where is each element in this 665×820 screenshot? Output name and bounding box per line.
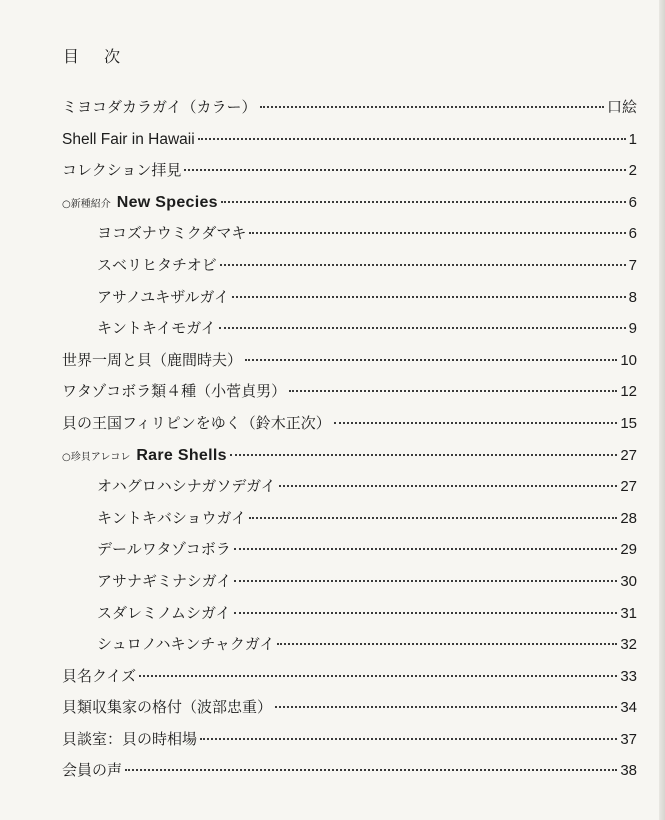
toc-entry-label: New Species: [116, 193, 218, 211]
toc-entry-label: 貝類収集家の格付（波部忠重）: [62, 698, 273, 717]
toc-entry-page: 27: [620, 478, 637, 496]
toc-entry: [62, 124, 637, 156]
toc-entry-page: 34: [620, 699, 637, 717]
toc-entry-label: コレクション拝見: [62, 161, 182, 180]
toc-entry-label: 貝名クイズ: [62, 666, 137, 685]
toc-entry-page: 37: [620, 730, 637, 748]
leader-dots: [139, 674, 617, 677]
toc-entry-label: ミヨコダカラガイ（カラー）: [62, 98, 257, 116]
toc-entry-label: Rare Shells: [136, 446, 227, 464]
toc-entry-page: 30: [620, 572, 637, 590]
toc-entry: [62, 755, 637, 787]
toc-entry: [62, 598, 637, 630]
toc-entry-page: 9: [628, 320, 637, 338]
leader-dots: [234, 611, 618, 614]
leader-dots: [200, 737, 617, 740]
leader-dots: [260, 105, 604, 108]
toc-entry-label: キントキイモガイ: [97, 319, 216, 338]
toc-entry-page: 15: [620, 414, 637, 432]
toc-entry: [62, 503, 637, 535]
toc-entry: [62, 692, 637, 724]
toc-entry-label: 貝の王国フィリピンをゆく（鈴木正次）: [62, 413, 331, 432]
page-title: 目 次: [63, 47, 131, 66]
toc-entry-label: 貝談室：貝の時相場: [62, 729, 198, 748]
toc-entry: [62, 345, 637, 377]
toc-entry-label: Shell Fair in Hawaii: [62, 130, 195, 148]
toc-entry: [62, 471, 637, 503]
toc-entry-page: 33: [620, 667, 637, 685]
toc-entry: [62, 376, 637, 408]
toc-entry: [62, 534, 637, 566]
toc-entry-label: アサノユキザルガイ: [97, 287, 230, 306]
leader-dots: [230, 453, 618, 456]
toc-entry-page: 7: [628, 256, 637, 274]
toc-entry-label: アサナギミナシガイ: [97, 571, 232, 590]
leader-dots: [220, 263, 626, 266]
toc-entry: [62, 566, 637, 598]
leader-dots: [245, 358, 617, 361]
toc-entry-page: 28: [620, 509, 637, 527]
toc-entry-label: スベリヒタチオビ: [97, 255, 217, 274]
toc-entry-label: スダレミノムシガイ: [97, 603, 231, 622]
toc-entry-label: 世界一周と貝（鹿間時夫）: [62, 350, 243, 369]
toc-entry-label: シュロノハキンチャクガイ: [97, 635, 275, 654]
toc-entry-page: 口絵: [606, 98, 637, 116]
toc-section-heading: [62, 187, 637, 219]
toc-entry-page: 6: [628, 225, 637, 243]
section-prefix: ○珍貝アレコレ: [62, 451, 131, 463]
leader-dots: [221, 200, 626, 203]
toc-entry-page: 12: [620, 383, 637, 401]
toc-entry: [62, 313, 637, 345]
leader-dots: [125, 768, 617, 771]
leader-dots: [289, 389, 617, 392]
toc-entry-label: ワタゾコボラ類４種（小菅貞男）: [62, 382, 287, 401]
toc-entry: [62, 92, 637, 124]
toc-entry-page: 6: [628, 193, 637, 211]
toc-entry: [62, 218, 637, 250]
leader-dots: [184, 168, 625, 171]
toc-entry: [62, 661, 637, 693]
toc-entry-page: 29: [620, 541, 637, 559]
toc-entry-label: キントキバショウガイ: [97, 508, 247, 527]
toc-entry: [62, 408, 637, 440]
leader-dots: [279, 484, 618, 487]
leader-dots: [277, 642, 617, 645]
leader-dots: [198, 137, 626, 140]
leader-dots: [234, 579, 617, 582]
toc-entry-page: 32: [620, 636, 637, 654]
toc-entry-label: オハグロハシナガソデガイ: [97, 477, 276, 496]
leader-dots: [232, 295, 626, 298]
toc-entry: [62, 629, 637, 661]
section-prefix: ○新種紹介: [62, 198, 111, 210]
page-edge: [659, 0, 665, 820]
toc-entry-page: 38: [620, 762, 637, 780]
leader-dots: [249, 516, 617, 519]
toc-entry: [62, 155, 637, 187]
toc-entry-label: デールワタゾコボラ: [97, 540, 231, 559]
table-of-contents: [62, 92, 637, 787]
toc-entry: [62, 724, 637, 756]
toc-entry-page: 10: [620, 351, 637, 369]
toc-entry-page: 27: [620, 446, 637, 464]
leader-dots: [234, 547, 618, 550]
leader-dots: [219, 326, 626, 329]
toc-entry-page: 1: [628, 130, 637, 148]
toc-entry-page: 2: [628, 162, 637, 180]
toc-entry: [62, 250, 637, 282]
leader-dots: [249, 231, 625, 234]
toc-entry-page: 31: [620, 604, 637, 622]
toc-entry-label: ヨコズナウミクダマキ: [97, 224, 247, 243]
toc-entry-label: 会員の声: [62, 761, 123, 780]
toc-entry: [62, 282, 637, 314]
toc-entry-page: 8: [628, 288, 637, 306]
leader-dots: [334, 421, 618, 424]
toc-section-heading: [62, 440, 637, 472]
leader-dots: [275, 705, 617, 708]
